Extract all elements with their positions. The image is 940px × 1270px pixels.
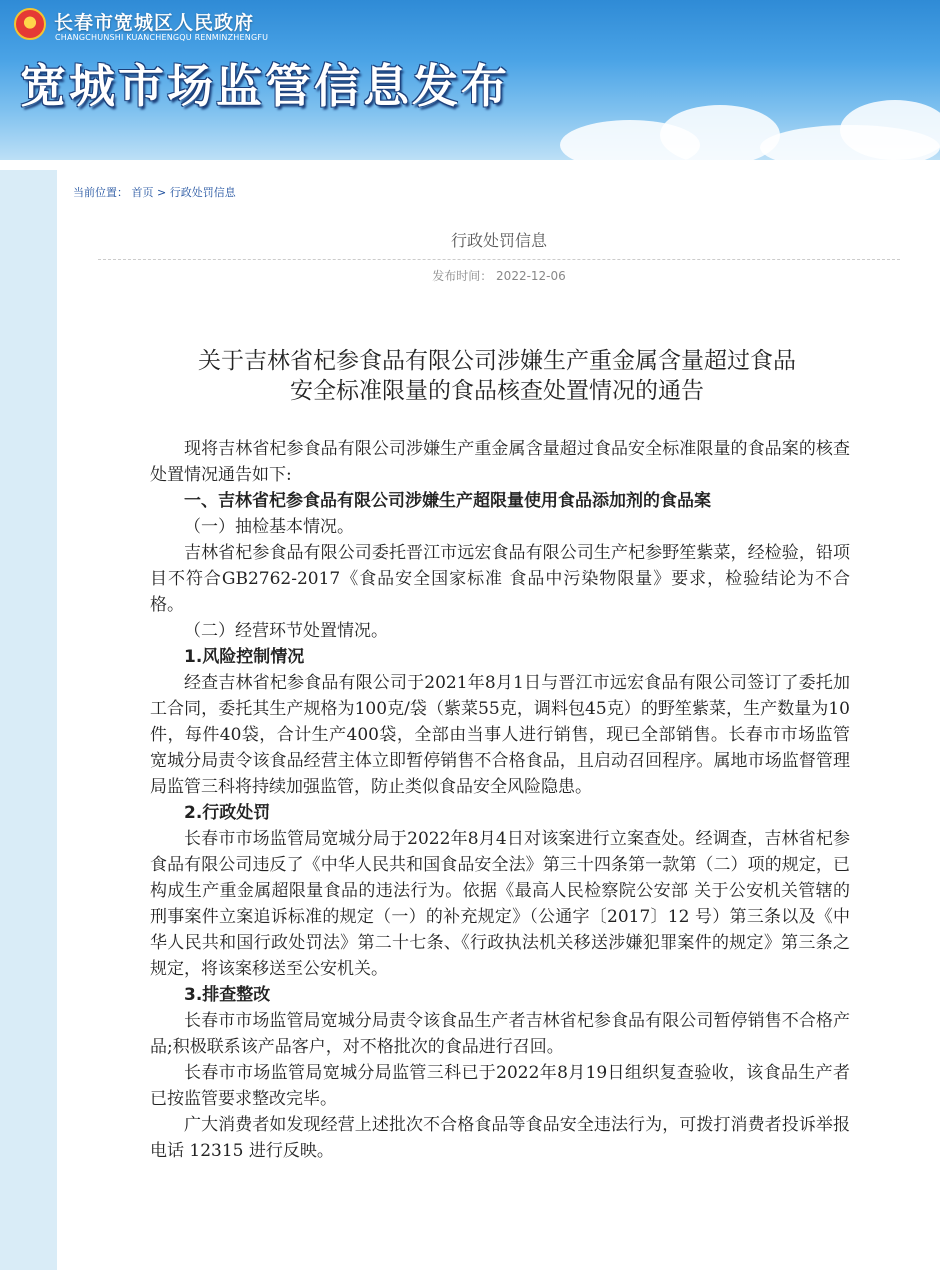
paragraph: 长春市市场监管局宽城分局监管三科已于2022年8月19日组织复查验收，该食品生产者已按监管要求整改完毕。 <box>150 1063 850 1109</box>
section-title: 行政处罚信息 <box>450 231 547 250</box>
breadcrumb-prefix: 当前位置： <box>73 186 128 199</box>
breadcrumb-current-link[interactable]: 行政处罚信息 <box>169 186 236 199</box>
site-banner <box>0 0 940 170</box>
breadcrumb <box>73 184 236 200</box>
publish-date-value: 2022-12-06 <box>496 269 566 283</box>
gov-pinyin: CHANGCHUNSHI KUANCHENGQU RENMINZHENGFU <box>55 33 269 42</box>
banner-cloud <box>660 105 780 165</box>
section-heading: 一、吉林省杞参食品有限公司涉嫌生产超限量使用食品添加剂的食品案 <box>184 491 711 511</box>
article-title <box>137 346 857 406</box>
divider <box>98 259 900 260</box>
paragraph: 广大消费者如发现经营上述批次不合格食品等食品安全违法行为，可拨打消费者投诉举报电话 12315 进行反映。 <box>150 1115 850 1161</box>
breadcrumb-home-link[interactable]: 首页 <box>131 186 154 199</box>
paragraph: 经查吉林省杞参食品有限公司于2021年8月1日与晋江市远宏食品有限公司签订了委托加工合同，委托其生产规格为100克/袋（紫菜55克，调料包45克）的野笙紫菜，生产数量为10件，每件40袋，合计生产400袋，全部由当事人进行销售，现已全部销售。长春市市场监管宽城分局责令该食品经营主体立即暂停销售不合格食品，且启动召回程序。属地市场监督管理局监管三科将持续加强监管，防止类似食品安全风险隐患。 <box>150 673 850 797</box>
content-panel <box>57 170 940 1270</box>
paragraph: 吉林省杞参食品有限公司委托晋江市远宏食品有限公司生产杞参野笙紫菜，经检验，铅项目不符合GB2762-2017《食品安全国家标准 食品中污染物限量》要求，检验结论为不合格。 <box>150 543 850 615</box>
article-title-line: 安全标准限量的食品核查处置情况的通告 <box>290 378 704 404</box>
banner-title: 宽城市场监管信息发布 <box>20 59 510 113</box>
article-body <box>150 436 850 1164</box>
breadcrumb-separator: > <box>157 186 170 199</box>
sub-heading: （二）经营环节处置情况。 <box>184 621 388 641</box>
publish-date <box>98 267 900 284</box>
numbered-heading: 2.行政处罚 <box>184 803 271 823</box>
article-title-line: 关于吉林省杞参食品有限公司涉嫌生产重金属含量超过食品 <box>198 348 796 374</box>
paragraph: 长春市市场监管局宽城分局责令该食品生产者吉林省杞参食品有限公司暂停销售不合格产品;积极联系该产品客户，对不格批次的食品进行召回。 <box>150 1011 850 1057</box>
publish-label: 发布时间： <box>432 269 493 283</box>
paragraph: 现将吉林省杞参食品有限公司涉嫌生产重金属含量超过食品安全标准限量的食品案的核查处置情况通告如下: <box>150 439 850 485</box>
numbered-heading: 3.排查整改 <box>184 985 271 1005</box>
numbered-heading: 1.风险控制情况 <box>184 647 305 667</box>
gov-name[interactable]: 长春市宽城区人民政府 <box>54 12 255 34</box>
banner-cloud <box>840 100 940 160</box>
sub-heading: （一）抽检基本情况。 <box>184 517 354 537</box>
banner-bottom-band <box>0 160 940 170</box>
paragraph: 长春市市场监管局宽城分局于2022年8月4日对该案进行立案查处。经调查，吉林省杞参食品有限公司违反了《中华人民共和国食品安全法》第三十四条第一款第（二）项的规定，已构成生产重金属超限量食品的违法行为。依据《最高人民检察院公安部 关于公安机关管辖的刑事案件立案追诉标准的规定（一）的补充规定》（公通字〔2017〕12 号）第三条以及《中华人民共和国行政处罚法》第二十七条、《行政执法机关移送涉嫌犯罪案件的规定》第三条之规定，将该案移送至公安机关。 <box>150 829 850 979</box>
national-emblem-icon <box>14 8 46 40</box>
